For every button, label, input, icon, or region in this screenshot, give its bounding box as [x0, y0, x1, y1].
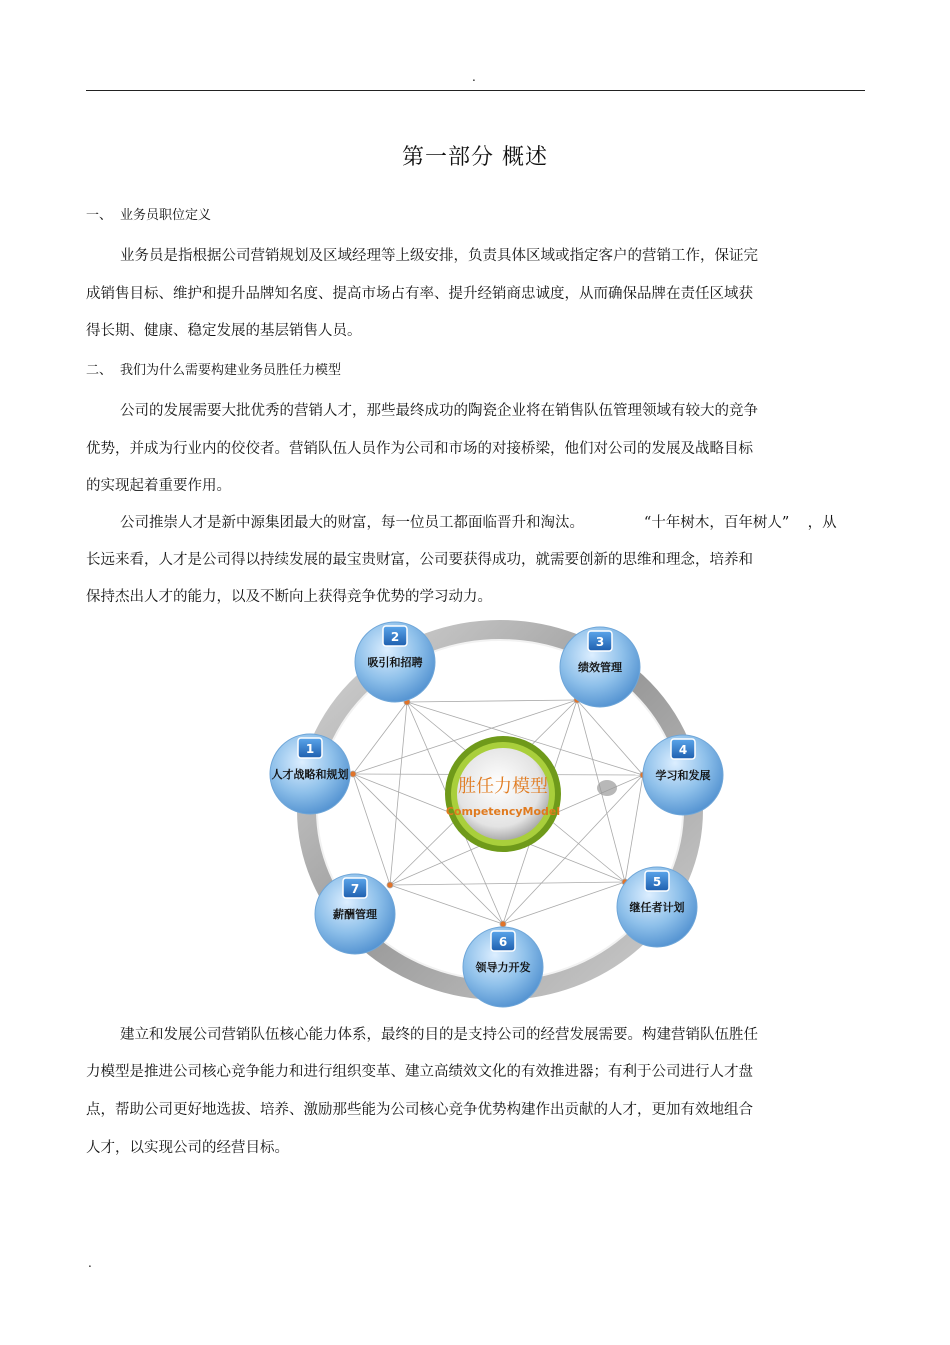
node-label: 绩效管理 — [578, 661, 622, 674]
node-number: 7 — [350, 882, 360, 896]
node-label: 人才战略和规划 — [271, 768, 349, 781]
para4-line-2: 力模型是推进公司核心竞争能力和进行组织变革、建立高绩效文化的有效推进器；有利于公司进行人才盘 — [86, 1064, 753, 1080]
para3-line-2: 长远来看，人才是公司得以持续发展的最宝贵财富，公司要获得成功，就需要创新的思维和理念，培养和 — [86, 552, 753, 568]
center-title-en: CompetencyModel — [445, 805, 561, 818]
connector-dot — [387, 882, 393, 888]
para1-line-3: 得长期、健康、稳定发展的基层销售人员。 — [86, 323, 362, 339]
node-label: 吸引和招聘 — [367, 656, 423, 669]
section-heading-2 — [86, 359, 341, 378]
para4-line-1: 建立和发展公司营销队伍核心能力体系，最终的目的是支持公司的经营发展需要。构建营销队伍胜任 — [120, 1027, 758, 1043]
header-rule — [86, 90, 865, 91]
para2-line-2: 优势，并成为行业内的佼佼者。营销队伍人员作为公司和市场的对接桥梁，他们对公司的发展及战略目标 — [86, 441, 753, 457]
diagram-node-2 — [355, 622, 435, 702]
node-label: 学习和发展 — [655, 769, 711, 782]
section-title: 业务员职位定义 — [120, 208, 212, 223]
node-label: 领导力开发 — [475, 961, 531, 974]
para3-line-3: 保持杰出人才的能力，以及不断向上获得竞争优势的学习动力。 — [86, 589, 492, 605]
section-heading-1 — [86, 204, 211, 223]
node-number: 5 — [652, 875, 662, 889]
para2-line-1: 公司的发展需要大批优秀的营销人才，那些最终成功的陶瓷企业将在销售队伍管理领域有较大的竞争 — [120, 403, 758, 419]
center-title-cn: 胜任力模型 — [458, 776, 548, 797]
section-title: 我们为什么需要构建业务员胜任力模型 — [120, 363, 342, 378]
para2-line-3: 的实现起着重要作用。 — [86, 478, 231, 494]
para4-line-4: 人才，以实现公司的经营目标。 — [86, 1140, 289, 1156]
diagram-node-5 — [617, 867, 697, 947]
diagram-node-4 — [643, 735, 723, 815]
para1-line-1: 业务员是指根据公司营销规划及区域经理等上级安排，负责具体区域或指定客户的营销工作，保证完 — [120, 248, 758, 264]
connector-dot — [500, 921, 506, 927]
node-label: 继任者计划 — [629, 901, 685, 914]
diagram-node-7 — [315, 874, 395, 954]
node-number: 4 — [678, 743, 688, 757]
page-title: 第一部分 概述 — [402, 145, 548, 170]
diagram-node-6 — [463, 927, 543, 1007]
section-number: 一、 — [86, 208, 113, 223]
header-mark: . — [472, 70, 476, 84]
para4-line-3: 点，帮助公司更好地选拔、培养、激励那些能为公司核心竞争优势构建作出贡献的人才，更加有效地组合 — [86, 1102, 753, 1118]
connector-dot — [350, 771, 356, 777]
diagram-node-3 — [560, 627, 640, 707]
competency-model-diagram — [255, 612, 735, 1012]
node-label: 薪酬管理 — [333, 908, 377, 921]
para1-line-2: 成销售目标、维护和提升品牌知名度、提高市场占有率、提升经销商忠诚度，从而确保品牌在责任区域获 — [86, 286, 753, 302]
para3-line-1: 公司推崇人才是新中源集团最大的财富，每一位员工都面临晋升和淘汰。 “十年树木，百年树人” ，从 — [120, 515, 837, 531]
section-number: 二、 — [86, 363, 113, 378]
node-number: 3 — [595, 635, 605, 649]
node-number: 2 — [390, 630, 400, 644]
node-number: 6 — [498, 935, 508, 949]
diagram-node-1 — [270, 734, 350, 814]
footer-mark: . — [88, 1256, 92, 1270]
node-number: 1 — [305, 742, 315, 756]
